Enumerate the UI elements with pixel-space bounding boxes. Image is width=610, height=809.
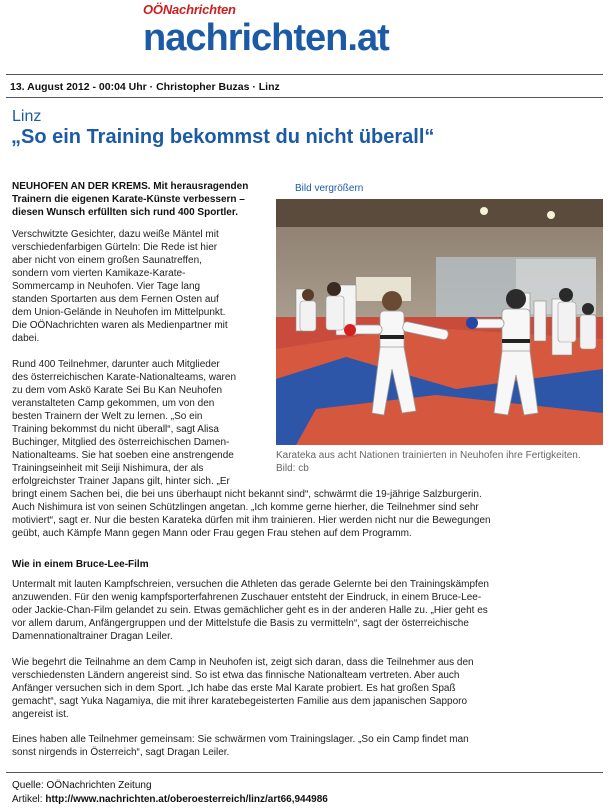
article-headline: „So ein Training bekommst du nicht überall“ [11, 126, 435, 148]
paragraph-3: Untermalt mit lauten Kampfschreien, versuchen die Athleten das gerade Gelernte bei den Trainingskämpfen anzuwenden. Für den wenig kampfsporterfahrenen Zuschauer entsteht der Eindruck, in einem Bruce-Lee- oder Jackie-Chan-Film gelandet zu sein. Etwas gemächlicher geht es in der anderen Halle zu. „Hier geht es vor allem darum, Anfängergruppen und der Mittelstufe die Basis zu vermitteln“, sagt der österreichische Damennationaltrainer Dragan Leiler. [12, 579, 489, 642]
article-url-link[interactable]: http://www.nachrichten.at/oberoesterreich/linz/art66,944986 [45, 794, 328, 805]
subheading: Wie in einem Bruce-Lee-Film [12, 559, 149, 570]
paragraph-1: Verschwitzte Gesichter, dazu weiße Mäntel mit verschiedenfarbigen Gürteln: Die Rede ist hier aber nicht von einem großen Saunatreffen, sondern vom vierten Kamikaze-Karate- Sommercamp in Neuhofen. Vier Tage lang standen Sportarten aus dem Fernen Osten auf dem Union-Gelände in Neuhofen im Mittelpunkt. Die OÖNachrichten waren als Medienpartner mit dabei. [12, 229, 228, 344]
masthead-logo[interactable] [143, 2, 389, 58]
brand-top: OÖNachrichten [143, 2, 236, 17]
enlarge-image-link[interactable]: Bild vergrößern [295, 183, 364, 194]
article-lead: NEUHOFEN AN DER KREMS. Mit herausragenden Trainern die eigenen Karate-Künste verbessern – diesen Wunsch erfüllten sich rund 400 Sportler. [12, 181, 249, 218]
photo-caption: Karateka aus acht Nationen trainierten in Neuhofen ihre Fertigkeiten. Bild: cb [276, 450, 581, 474]
paragraph-4: Wie begehrt die Teilnahme an dem Camp in Neuhofen ist, zeigt sich daran, dass die Teilnehmer aus den verschiedensten Ländern angereist sind. So ist etwa das finnische Nationalteam vertreten. Aber auch Anfänger versuchen sich in dem Sport. „Ich habe das erste Mal Karate probiert. Es hat großen Spaß gemacht“, sagt Yuka Nagamiya, die mit ihrer karatebegeisterten Familie aus dem japanischen Sapporo angereist ist. [12, 657, 474, 720]
divider-top [6, 74, 603, 75]
paragraph-2: Rund 400 Teilnehmer, darunter auch Mitglieder des österreichischen Karate-Nationalteams, waren zu dem vom Askö Karate Sei Bu Kan Neuhofen veranstalteten Camp gekommen, um von den besten Trainern der Welt zu lernen. „So ein Training bekommst du nicht überall“, sagt Alisa Buchinger, Mitglied des österreichischen Damen- Nationalteams. Sie hat soeben eine anstrengende Trainingseinheit mit Seiji Nishimura, der als erfolgreichster Trainer Japans gilt, hinter sich. „Er bringt einem Sachen bei, die bei uns überhaupt nicht bekannt sind“, schwärmt die 19-jährige Salzburgerin. Auch Nishimura ist von seinen Schützlingen angetan. „Ich komme gerne hierher, die Teilnehmer sind sehr motiviert“, sagt er. Nur die besten Karateka dürfen mit ihm trainieren. Hier werden nicht nur die Bewegungen geübt, auch Kämpfe Mann gegen Mann oder Frau gegen Frau stehen auf dem Programm. [12, 359, 491, 539]
footer-article [12, 793, 328, 806]
footer-source: Quelle: OÖNachrichten Zeitung [12, 780, 152, 791]
article-kicker: Linz [12, 108, 42, 125]
brand-main: nachrichten.at [143, 17, 389, 59]
divider-footer [6, 772, 603, 773]
divider-meta [6, 97, 603, 98]
paragraph-5: Eines haben alle Teilnehmer gemeinsam: Sie schwärmen vom Trainingslager. „So ein Camp findet man sonst nirgends in Österreich“, sagt Dragan Leiler. [12, 734, 469, 758]
article-meta: 13. August 2012 - 00:04 Uhr · Christopher Buzas · Linz [10, 81, 280, 93]
footer-article-label: Artikel: [12, 794, 43, 805]
